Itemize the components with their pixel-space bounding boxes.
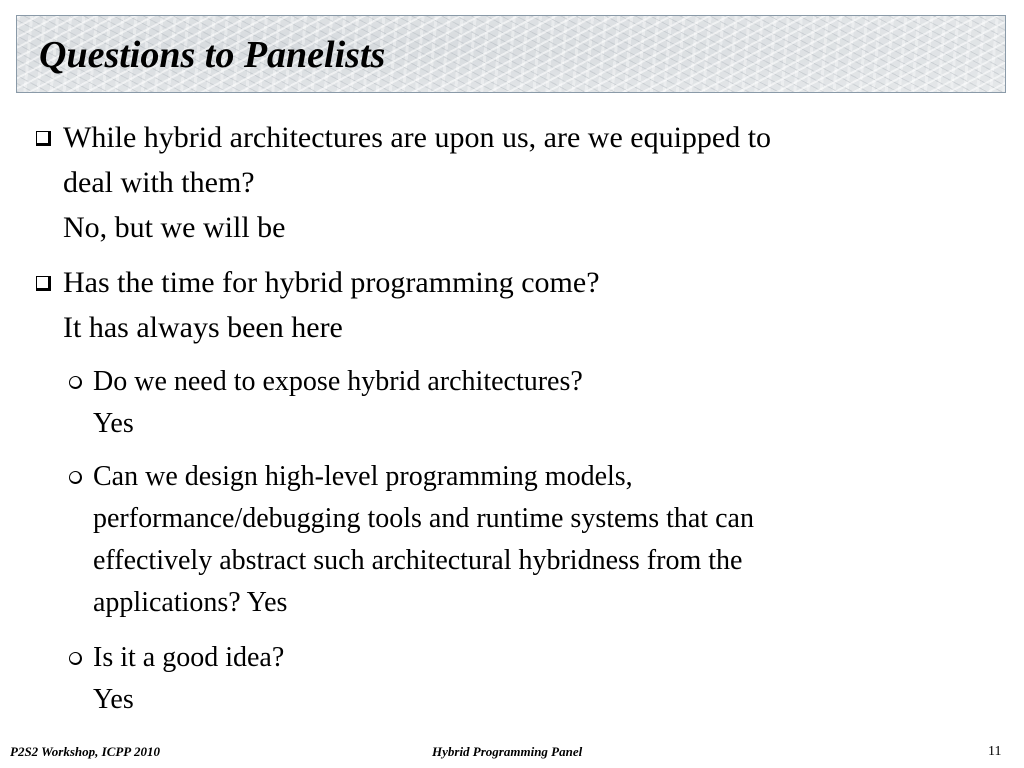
slide-title: Questions to Panelists [39,34,386,76]
bullet-text-line: No, but we will be [63,211,286,244]
bullet-text-line: deal with them? [63,166,255,199]
bullet-item-equipped [0,115,771,250]
sub-bullet-text-line: effectively abstract such architectural hybridness from the [93,545,743,576]
sub-bullet-item-design [0,456,754,624]
bullet-item-time [0,260,600,350]
sub-bullet-item-good-idea [0,637,284,721]
circle-bullet-icon [69,471,82,484]
footer-title: Hybrid Programming Panel [432,744,583,759]
sub-bullet-text-line: Yes [93,408,134,439]
sub-bullet-text-line: applications? Yes [93,587,288,618]
circle-bullet-icon [69,376,82,389]
sub-bullet-item-expose [0,361,583,445]
bullet-text-line: Has the time for hybrid programming come? [63,266,600,299]
sub-bullet-text-line: performance/debugging tools and runtime systems that can [93,503,754,534]
bullet-text-line: While hybrid architectures are upon us, are we equipped to [63,121,772,154]
footer-event: P2S2 Workshop, ICPP 2010 [10,744,161,759]
square-bullet-icon [36,276,51,291]
page-number: 11 [988,744,1002,759]
sub-bullet-text-line: Is it a good idea? [93,642,285,673]
circle-bullet-icon [69,652,82,665]
sub-bullet-text-line: Do we need to expose hybrid architectures? [93,366,583,397]
sub-bullet-text-line: Yes [93,684,134,715]
sub-bullet-text-line: Can we design high-level programming models, [93,461,633,492]
bullet-text-line: It has always been here [63,311,343,344]
square-bullet-icon [36,131,51,146]
